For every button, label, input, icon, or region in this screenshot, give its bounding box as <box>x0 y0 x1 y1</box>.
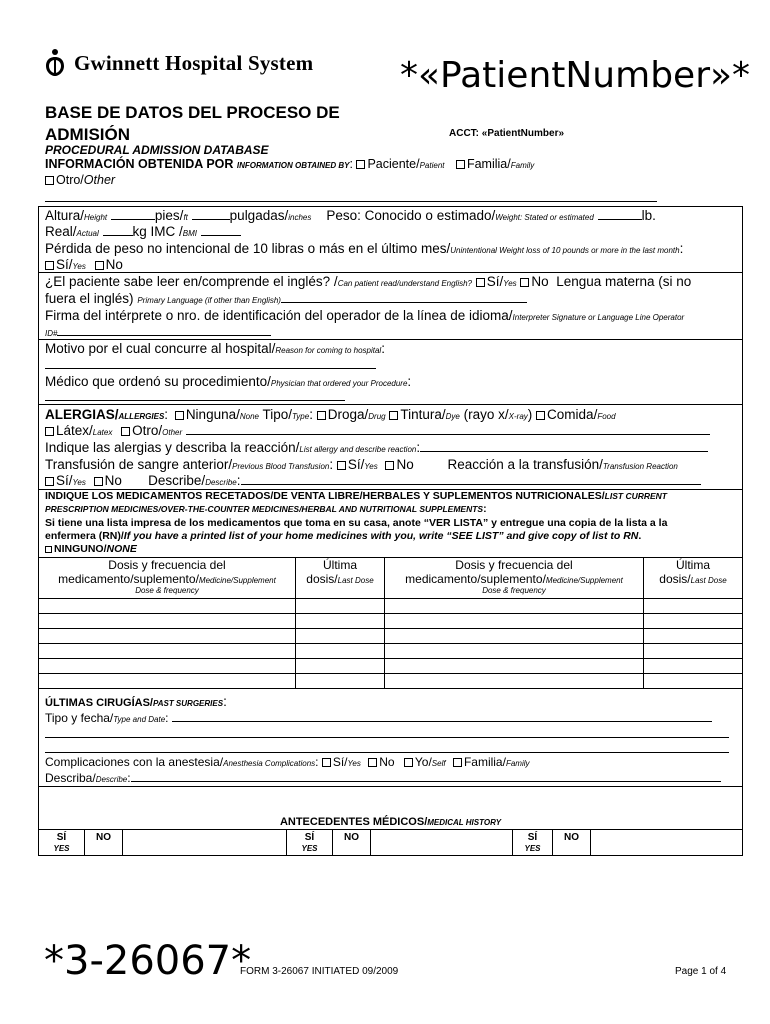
page-number: Page 1 of 4 <box>675 966 727 977</box>
col-last-2: dosis/ <box>306 572 338 586</box>
form-number: FORM 3-26067 INITIATED 09/2009 <box>240 966 399 977</box>
reason-label-en: Reason for coming to hospital <box>275 346 382 355</box>
meds-none <box>45 543 137 555</box>
med-cell[interactable] <box>385 659 644 674</box>
med-cell[interactable] <box>39 659 296 674</box>
anesthesia-label-en: Anesthesia Complications <box>223 759 316 768</box>
col-last-header-2 <box>644 558 743 599</box>
meds-note-text-2: enfermera (RN)/ <box>45 530 124 542</box>
inches-field[interactable] <box>192 208 230 220</box>
transfusion-yes-checkbox[interactable] <box>337 461 346 470</box>
yes-label-en: Yes <box>72 478 86 487</box>
medications-table <box>38 557 743 689</box>
allergy-list-row: Indique las alergias y describa la reacción/List allergy and describe reaction: <box>45 440 708 458</box>
no-label: No <box>379 755 395 769</box>
no-col <box>85 830 123 856</box>
meds-heading: INDIQUE LOS MEDICAMENTOS RECETADOS/DE VENTA LIBRE/HERBALES Y SUPLEMENTOS NUTRICIONALES/LIST CURRENT PRESCRIPTION MEDICINES/OVER-THE-COUNTER MEDICINES/HERBAL AND NUTRITIONAL SUPPLEMENTS: <box>45 490 668 515</box>
condition-col[interactable] <box>591 830 743 856</box>
no-label: No <box>396 457 414 472</box>
no-label: NO <box>96 832 111 843</box>
yes-col <box>287 830 333 856</box>
other-allergy-label-en: Other <box>162 428 183 437</box>
allergies-row: ALERGIAS/ALLERGIES: Ninguna/None Tipo/Type: Droga/Drug Tintura/Dye (rayo x/X-ray) Comida/Food <box>45 407 616 422</box>
meds-note-text: Si tiene una lista impresa de los medicamentos que toma en su casa, anote “VER LISTA” y entregue una copia de la lista a la <box>45 517 668 529</box>
anesthesia-family-checkbox[interactable] <box>453 758 462 767</box>
physician-field[interactable] <box>45 389 345 401</box>
interpreter-id-field[interactable] <box>57 324 271 336</box>
col-dose-header-2 <box>385 558 644 599</box>
reaction-yes-checkbox[interactable] <box>45 477 54 486</box>
weight-loss-no-checkbox[interactable] <box>95 261 104 270</box>
medical-history-heading <box>38 816 743 828</box>
logo-icon <box>44 48 66 78</box>
patient-label: Paciente/ <box>367 157 420 171</box>
allergies-label-en: ALLERGIES <box>118 412 165 421</box>
med-cell[interactable] <box>385 629 644 644</box>
obtained-by-label-en: INFORMATION OBTAINED BY <box>236 161 350 170</box>
medical-history-table <box>38 829 743 856</box>
hospital-logo <box>44 48 313 78</box>
allergy-dye-checkbox[interactable] <box>389 411 398 420</box>
col-last-header <box>296 558 385 599</box>
meds-note: Si tiene una lista impresa de los medicamentos que toma en su casa, anote “VER LISTA” y entregue una copia de la lista a la enfermera (RN)/If you have a printed list of your home medicines with you, write “SEE LIST” and give copy of list to RN. <box>45 517 668 542</box>
anesthesia-no-checkbox[interactable] <box>368 758 377 767</box>
physician-label-en: Physician that ordered your Procedure <box>270 379 408 388</box>
table-row <box>39 599 743 614</box>
feet-label: pies/ <box>154 208 184 223</box>
weight-loss-yes-checkbox[interactable] <box>45 261 54 270</box>
other-label: Otro/ <box>56 173 84 187</box>
family-checkbox[interactable] <box>456 160 465 169</box>
med-cell[interactable] <box>296 599 385 614</box>
other-allergy-label: Otro/ <box>132 423 163 438</box>
family-label: Familia/ <box>463 755 506 769</box>
other-label-en: Other <box>83 173 116 187</box>
mother-tongue-label-2: fuera el inglés) <box>45 291 134 306</box>
col-dose-2-en: Medicine/Supplement <box>545 576 623 585</box>
allergy-list-label: Indique las alergias y describa la reacción/ <box>45 440 300 455</box>
yes-label-en: Yes <box>347 759 361 768</box>
kg-field[interactable] <box>103 224 133 236</box>
si-label: SÍ <box>304 832 315 843</box>
type-date-row: Tipo y fecha/Type and Date: <box>45 710 712 728</box>
yes-label: Sí/ <box>486 274 504 289</box>
mother-tongue-label-en: Primary Language (if other than English) <box>137 296 281 305</box>
yes-label: YES <box>524 844 541 853</box>
med-cell[interactable] <box>644 599 743 614</box>
med-cell[interactable] <box>39 614 296 629</box>
med-cell[interactable] <box>296 614 385 629</box>
type-label: Tipo/ <box>262 407 293 422</box>
describe-label: Describe/ <box>148 473 206 488</box>
table-row <box>39 614 743 629</box>
family-label-en: Family <box>510 161 535 170</box>
yes-col <box>513 830 553 856</box>
yes-label: YES <box>53 844 70 853</box>
reaction-describe-field[interactable] <box>241 473 701 485</box>
describe-label-en: Describe <box>205 478 237 487</box>
type-date-field[interactable] <box>172 710 712 722</box>
anesthesia-yes-checkbox[interactable] <box>322 758 331 767</box>
meds-heading-text: INDIQUE LOS MEDICAMENTOS RECETADOS/DE VENTA LIBRE/HERBALES Y SUPLEMENTOS NUTRICIONALES/ <box>45 490 605 502</box>
mother-tongue-label: Lengua materna (si no <box>556 274 692 289</box>
obtained-by-label: INFORMACIÓN OBTENIDA POR <box>45 157 234 171</box>
self-label: Yo/ <box>414 755 432 769</box>
no-col <box>333 830 371 856</box>
med-cell[interactable] <box>39 644 296 659</box>
primary-language-field[interactable] <box>281 291 527 303</box>
obtained-by-line: INFORMACIÓN OBTENIDA POR INFORMATION OBTAINED BY: Paciente/Patient Familia/Family <box>45 157 535 171</box>
med-cell[interactable] <box>39 599 296 614</box>
xray-label-en: X-ray <box>508 412 528 421</box>
history-header-row <box>39 830 743 856</box>
weight-loss-label: Pérdida de peso no intencional de 10 libras o más en el último mes/ <box>45 241 451 256</box>
physician-field-row <box>45 389 345 405</box>
weight-field[interactable] <box>598 208 642 220</box>
si-label: SÍ <box>56 832 67 843</box>
no-label: No <box>531 274 549 289</box>
no-label: NO <box>564 832 579 843</box>
med-cell[interactable] <box>296 629 385 644</box>
col-last-2-en: Last Dose <box>690 576 727 585</box>
col-last-2: dosis/ <box>659 572 691 586</box>
med-cell[interactable] <box>644 674 743 689</box>
meds-note-en: If you have a printed list of your home medicines with you, write “SEE LIST” and give copy of list to RN <box>123 530 639 542</box>
med-cell[interactable] <box>644 644 743 659</box>
page-title: BASE DE DATOS DEL PROCESO DE ADMISIÓN <box>45 103 340 144</box>
no-label: No <box>104 473 122 488</box>
condition-col[interactable] <box>371 830 513 856</box>
med-cell[interactable] <box>296 644 385 659</box>
food-label-en: Food <box>597 412 616 421</box>
height-label-en: Height <box>84 213 108 222</box>
drug-label: Droga/ <box>327 407 369 422</box>
patient-checkbox[interactable] <box>356 160 365 169</box>
reaction-label-en: Transfusion Reaction <box>602 462 678 471</box>
english-yes-checkbox[interactable] <box>476 278 485 287</box>
col-dose-1: Dosis y frecuencia del <box>108 558 226 572</box>
table-row <box>39 659 743 674</box>
latex-label: Látex/ <box>56 423 93 438</box>
transfusion-label-en: Previous Blood Transfusion <box>232 462 330 471</box>
none-label-en: None <box>239 412 259 421</box>
other-checkbox[interactable] <box>45 176 54 185</box>
family-label-en: Family <box>505 759 530 768</box>
latex-label-en: Latex <box>92 428 113 437</box>
interpreter-label: Firma del intérprete o nro. de identificación del operador de la línea de idioma/ <box>45 308 513 323</box>
yes-label: Sí/ <box>56 257 73 272</box>
col-last-1: Última <box>322 558 357 572</box>
english-no-checkbox[interactable] <box>520 278 529 287</box>
divider <box>38 404 743 405</box>
self-label-en: Self <box>431 759 446 768</box>
interpreter-label-en: Interpreter Signature or Language Line Operator <box>512 313 685 322</box>
col-last-1: Última <box>675 558 710 572</box>
yes-label-en: Yes <box>503 279 517 288</box>
read-english-label-en: Can patient read/understand English? <box>337 279 473 288</box>
transfusion-label: Transfusión de sangre anterior/ <box>45 457 233 472</box>
meds-none-label: NINGUNO/ <box>54 543 107 555</box>
physician-row: Médico que ordenó su procedimiento/Physician that ordered your Procedure: <box>45 374 412 389</box>
med-cell[interactable] <box>385 614 644 629</box>
no-col <box>553 830 591 856</box>
describe-row: Describa/Describe: <box>45 770 721 788</box>
si-label: SÍ <box>527 832 538 843</box>
other-allergy-field[interactable] <box>186 423 710 435</box>
anesthesia-self-checkbox[interactable] <box>404 758 413 767</box>
yes-label: Sí/ <box>56 473 73 488</box>
latex-row <box>45 423 710 441</box>
divider <box>38 339 743 340</box>
mother-tongue-row <box>45 291 527 309</box>
table-row <box>39 629 743 644</box>
surgery-line[interactable] <box>45 752 729 753</box>
col-dose-header <box>39 558 296 599</box>
med-cell[interactable] <box>296 659 385 674</box>
med-cell[interactable] <box>644 614 743 629</box>
history-label-en: MEDICAL HISTORY <box>427 818 502 827</box>
drug-label-en: Drug <box>368 412 386 421</box>
col-dose-1: Dosis y frecuencia del <box>455 558 573 572</box>
anesthesia-label: Complicaciones con la anestesia/ <box>45 755 224 769</box>
yes-label-en: Yes <box>72 262 86 271</box>
form-barcode: *3-26067* <box>44 938 252 984</box>
other-line[interactable] <box>45 201 657 202</box>
col-dose-3: Dose & frequency <box>482 586 546 595</box>
yes-col <box>39 830 85 856</box>
table-row <box>39 644 743 659</box>
yes-label: Sí/ <box>347 457 365 472</box>
describe-label: Describa/ <box>45 771 96 785</box>
bmi-label-en: BMI <box>182 229 198 238</box>
weight-loss-row: Pérdida de peso no intencional de 10 libras o más en el último mes/Unintentional Weight loss of 10 pounds or more in the last month: <box>45 241 684 256</box>
med-cell[interactable] <box>385 644 644 659</box>
med-cell[interactable] <box>296 674 385 689</box>
inches-label-en: inches <box>288 213 312 222</box>
english-row <box>45 274 691 292</box>
divider <box>38 272 743 273</box>
allergy-list-field[interactable] <box>420 440 708 452</box>
reason-field[interactable] <box>45 357 376 369</box>
yes-label-en: Yes <box>364 462 378 471</box>
meds-heading-en-1: LIST CURRENT <box>604 491 668 501</box>
inches-label: pulgadas/ <box>229 208 289 223</box>
med-cell[interactable] <box>39 674 296 689</box>
yes-label: YES <box>301 844 318 853</box>
allergy-list-label-en: List allergy and describe reaction <box>299 445 417 454</box>
no-label: No <box>105 257 123 272</box>
actual-label-en: Actual <box>76 229 99 238</box>
col-last-2-en: Last Dose <box>337 576 374 585</box>
table-header-row <box>39 558 743 599</box>
dye-label: Tintura/ <box>400 407 446 422</box>
read-english-label: ¿El paciente sabe leer en/comprende el inglés? / <box>45 274 338 289</box>
allergy-none-checkbox[interactable] <box>175 411 184 420</box>
type-label-en: Type <box>292 412 310 421</box>
condition-col[interactable] <box>123 830 287 856</box>
reaction-no-checkbox[interactable] <box>94 477 103 486</box>
transfusion-row: Transfusión de sangre anterior/Previous Blood Transfusion: Sí/Yes No Reacción a la transfusión/Transfusion Reaction <box>45 457 678 472</box>
family-label: Familia/ <box>466 157 511 171</box>
col-dose-2-en: Medicine/Supplement <box>198 576 276 585</box>
reason-field-row <box>45 357 376 373</box>
surgeries-row: ÚLTIMAS CIRUGÍAS/PAST SURGERIES: <box>45 694 227 709</box>
type-date-label-en: Type and Date <box>113 715 166 724</box>
reaction-label: Reacción a la transfusión/ <box>447 457 603 472</box>
weight-label-en: Weight: Stated or estimated <box>495 213 594 222</box>
type-date-label: Tipo y fecha/ <box>45 711 114 725</box>
feet-label-en: ft <box>183 213 188 222</box>
weight-label: Peso: Conocido o estimado/ <box>326 208 496 223</box>
allergy-latex-checkbox[interactable] <box>45 427 54 436</box>
id-label: ID# <box>45 329 58 338</box>
reason-label: Motivo por el cual concurre al hospital/ <box>45 341 276 356</box>
history-label: ANTECEDENTES MÉDICOS/ <box>279 816 428 828</box>
surgeries-label-en: PAST SURGERIES <box>152 699 224 708</box>
other-option <box>45 173 115 187</box>
meds-none-label-en: NONE <box>106 543 137 555</box>
xray-label: (rayo x/ <box>463 407 509 422</box>
med-cell[interactable] <box>644 629 743 644</box>
anesthesia-row: Complicaciones con la anestesia/Anesthesia Complications: Sí/Yes No Yo/Self Familia/Family <box>45 755 530 769</box>
reason-row: Motivo por el cual concurre al hospital/Reason for coming to hospital: <box>45 341 385 356</box>
no-label: NO <box>344 832 359 843</box>
weight-loss-label-en: Unintentional Weight loss of 10 pounds or more in the last month <box>450 246 680 255</box>
food-label: Comida/ <box>547 407 598 422</box>
meds-heading-en-2: PRESCRIPTION MEDICINES/OVER-THE-COUNTER MEDICINES/HERBAL AND NUTRITIONAL SUPPLEMENTS <box>45 504 484 514</box>
med-cell[interactable] <box>644 659 743 674</box>
col-dose-2: medicamento/suplemento/ <box>405 572 546 586</box>
reaction-row: Sí/Yes No Describe/Describe: <box>45 473 701 491</box>
yes-label: Sí/ <box>332 755 348 769</box>
actual-weight-row <box>45 224 241 242</box>
col-dose-2: medicamento/suplemento/ <box>58 572 199 586</box>
allergy-drug-checkbox[interactable] <box>317 411 326 420</box>
kg-label: kg IMC / <box>132 224 183 239</box>
patient-label-en: Patient <box>419 161 445 170</box>
med-cell[interactable] <box>39 629 296 644</box>
col-dose-3: Dose & frequency <box>135 586 199 595</box>
page-title-english: PROCEDURAL ADMISSION DATABASE <box>45 143 269 157</box>
table-row <box>39 674 743 689</box>
anesthesia-describe-field[interactable] <box>131 770 721 782</box>
allergy-food-checkbox[interactable] <box>536 411 545 420</box>
med-cell[interactable] <box>385 674 644 689</box>
actual-label: Real/ <box>45 224 77 239</box>
account-number: ACCT: «PatientNumber» <box>449 128 565 139</box>
describe-label-en: Describe <box>95 775 128 784</box>
transfusion-no-checkbox[interactable] <box>385 461 394 470</box>
physician-label: Médico que ordenó su procedimiento/ <box>45 374 271 389</box>
allergies-label: ALERGIAS/ <box>45 407 119 422</box>
patient-barcode: *«PatientNumber»* <box>400 55 751 96</box>
med-cell[interactable] <box>385 599 644 614</box>
none-label: Ninguna/ <box>185 407 240 422</box>
allergy-other-checkbox[interactable] <box>121 427 130 436</box>
dye-label-en: Dye <box>445 412 460 421</box>
bmi-field[interactable] <box>201 224 241 236</box>
meds-none-checkbox[interactable] <box>45 546 52 553</box>
surgeries-label: ÚLTIMAS CIRUGÍAS/ <box>45 697 153 709</box>
feet-field[interactable] <box>111 208 155 220</box>
lb-label: lb. <box>641 208 656 223</box>
logo-name: Gwinnett Hospital System <box>74 50 314 75</box>
divider <box>38 786 743 787</box>
surgery-line[interactable] <box>45 737 729 738</box>
height-label: Altura/ <box>45 208 85 223</box>
